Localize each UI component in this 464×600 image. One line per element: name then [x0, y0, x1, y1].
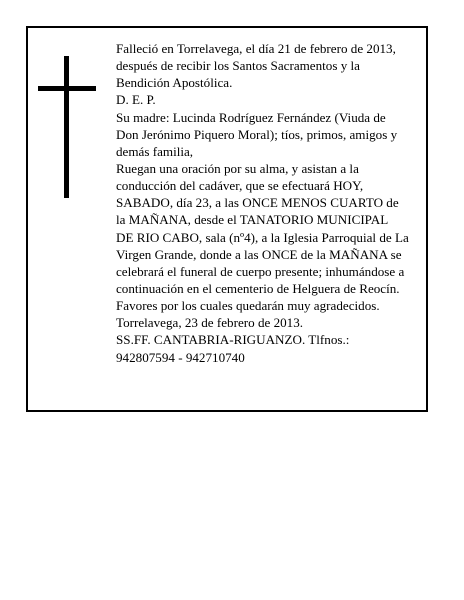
notice-text: [116, 40, 422, 366]
latin-cross-icon: [38, 56, 98, 198]
notice-line-funeral: celebrará el funeral de cuerpo presente; inhumándose a: [116, 263, 405, 279]
notice-line-burial: continuación en el cementerio de Helguera de Reocín.: [116, 280, 400, 296]
notice-line-place-date: Torrelavega, 23 de febrero de 2013.: [116, 315, 304, 331]
obituary-notice: [26, 26, 428, 412]
notice-line-family: demás familia,: [116, 143, 194, 159]
notice-line-relatives: Don Jerónimo Piquero Moral); tíos, primos, amigos y: [116, 126, 398, 142]
notice-line-mother: Su madre: Lucinda Rodríguez Fernández (Viuda de: [116, 109, 386, 125]
notice-line-funeral-time: Virgen Grande, donde a las ONCE de la MAÑANA se: [116, 246, 402, 262]
notice-line-phones: 942807594 - 942710740: [116, 349, 245, 365]
cross-vertical-bar: [64, 56, 69, 198]
notice-line-prayer-request: Ruegan una oración por su alma, y asistan a la: [116, 160, 359, 176]
notice-line-day-time: SABADO, día 23, a las ONCE MENOS CUARTO de: [116, 195, 399, 211]
cross-horizontal-bar: [38, 86, 96, 91]
notice-line-tanatorio: la MAÑANA, desde el TANATORIO MUNICIPAL: [116, 212, 389, 228]
notice-line-rip: D. E. P.: [116, 92, 156, 108]
notice-line-funeral-home: SS.FF. CANTABRIA-RIGUANZO. Tlfnos.:: [116, 332, 350, 348]
notice-line-death-announcement: Falleció en Torrelavega, el día 21 de febrero de 2013,: [116, 41, 396, 56]
notice-line-procession: conducción del cadáver, que se efectuará HOY,: [116, 178, 364, 194]
notice-line-church: DE RIO CABO, sala (nº4), a la Iglesia Parroquial de La: [116, 229, 409, 245]
notice-line-thanks: Favores por los cuales quedarán muy agradecidos.: [116, 298, 380, 314]
notice-line-sacraments: después de recibir los Santos Sacramentos y la: [116, 58, 360, 74]
notice-line-blessing: Bendición Apostólica.: [116, 75, 233, 91]
